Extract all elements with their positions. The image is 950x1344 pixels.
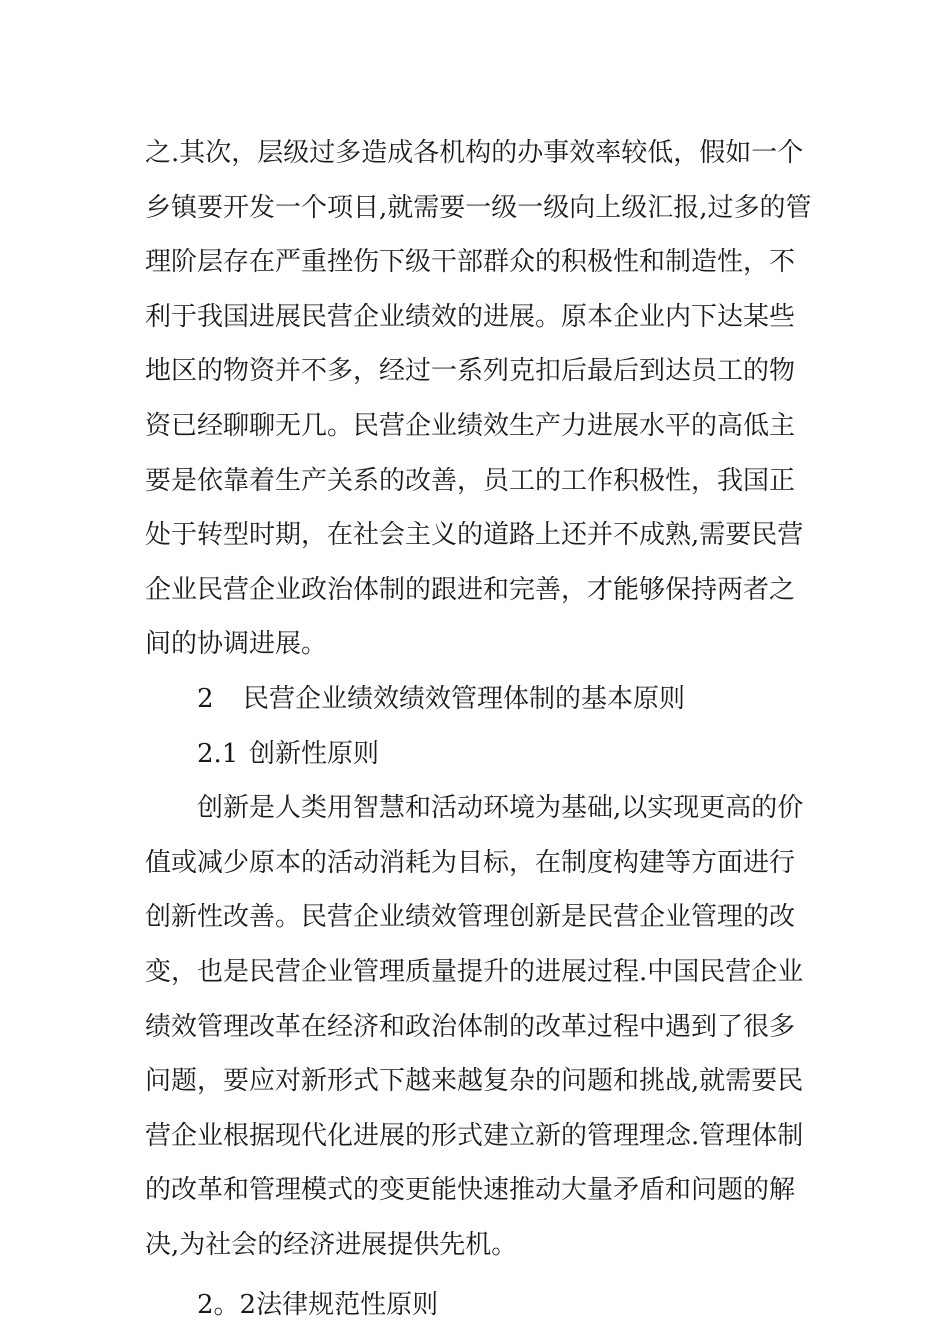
text-line: 企业民营企业政治体制的跟进和完善，才能够保持两者之 [145,574,796,605]
text-line: 变，也是民营企业管理质量提升的进展过程.中国民营企业 [145,956,804,987]
text-line: 之.其次，层级过多造成各机构的办事效率较低，假如一个 [145,138,804,168]
subsection-number: 2。2 [197,1290,257,1321]
section-heading-2 [145,672,805,727]
subsection-heading-2-1 [145,727,805,782]
text-line: 问题，要应对新形式下越来越复杂的问题和挑战,就需要民 [145,1066,804,1097]
section-title: 民营企业绩效绩效管理体制的基本原则 [243,683,686,714]
text-line: 要是依靠着生产关系的改善，员工的工作积极性，我国正 [145,465,796,496]
paragraph-innovation [145,781,805,1272]
text-line: 营企业根据现代化进展的形式建立新的管理理念.管理体制 [145,1120,804,1151]
subsection-title: 创新性原则 [249,738,380,769]
text-line: 理阶层存在严重挫伤下级干部群众的积极性和制造性，不 [145,247,796,278]
section-number: 2 [197,683,214,714]
text-line: 的改革和管理模式的变更能快速推动大量矛盾和问题的解 [145,1175,796,1206]
text-line: 乡镇要开发一个项目,就需要一级一级向上级汇报,过多的管 [145,192,812,223]
subsection-title: 法律规范性原则 [256,1290,439,1321]
text-line: 决,为社会的经济进展提供先机。 [145,1229,518,1260]
text-line: 利于我国进展民营企业绩效的进展。原本企业内下达某些 [145,301,796,332]
subsection-number: 2.1 [197,738,239,769]
text-line: 地区的物资并不多，经过一系列克扣后最后到达员工的物 [145,356,796,387]
text-line-first: 创新是人类用智慧和活动环境为基础,以实现更高的价 [197,793,804,824]
document-body [145,126,812,1333]
text-line: 间的协调进展。 [145,629,328,660]
text-line: 绩效管理改革在经济和政治体制的改革过程中遇到了很多 [145,1011,796,1042]
paragraph-continuation [145,126,812,672]
text-line: 值或减少原本的活动消耗为目标，在制度构建等方面进行 [145,847,796,878]
text-line: 创新性改善。民营企业绩效管理创新是民营企业管理的改 [145,902,796,933]
text-line: 资已经聊聊无几。民营企业绩效生产力进展水平的高低主 [145,410,796,441]
text-line: 处于转型时期，在社会主义的道路上还并不成熟,需要民营 [145,520,804,551]
subsection-heading-2-2 [145,1278,805,1333]
